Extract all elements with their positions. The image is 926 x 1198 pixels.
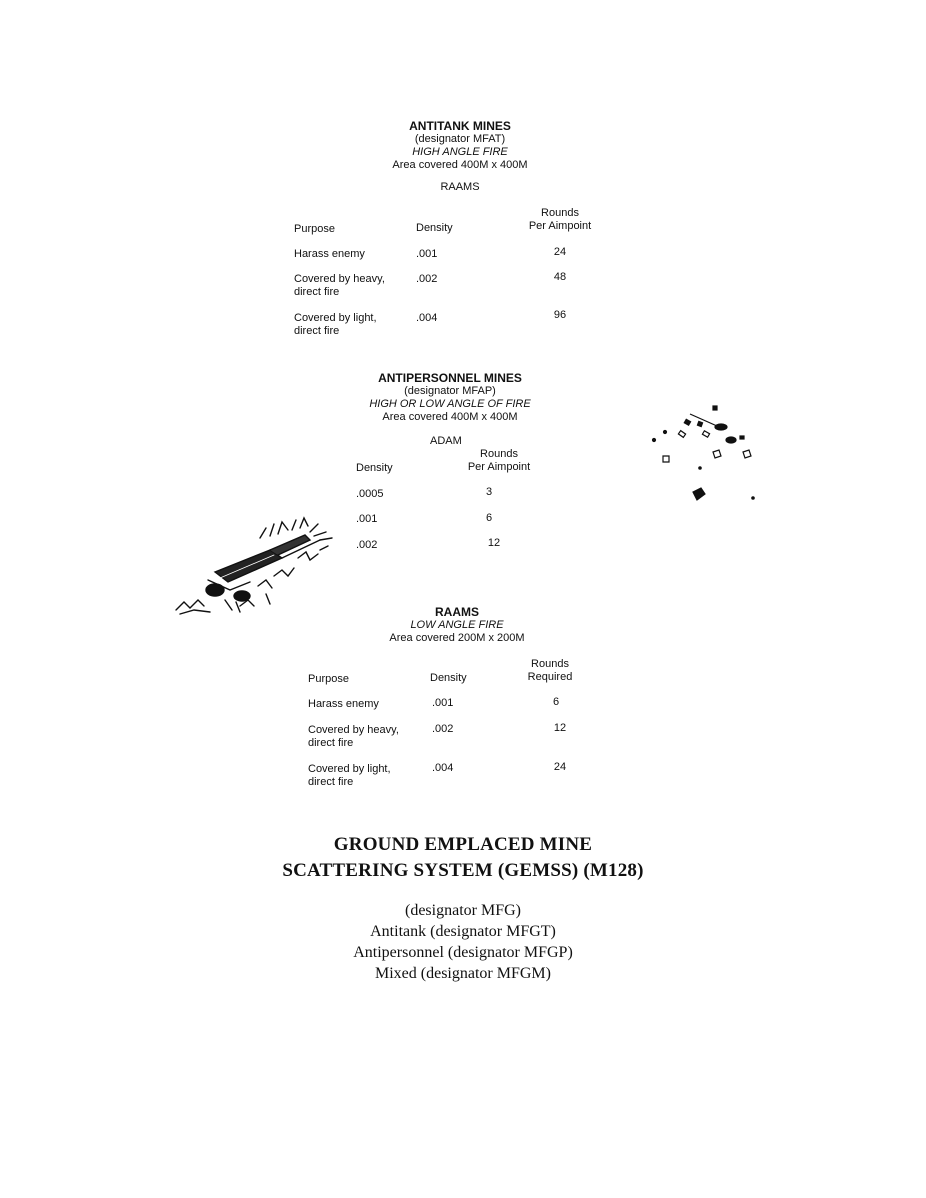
designator: (designator MFAT): [414, 133, 506, 145]
fire-type: HIGH OR LOW ANGLE OF FIRE: [369, 398, 531, 410]
gemss-title-line1: GROUND EMPLACED MINE: [333, 834, 593, 855]
designator: (designator MFAP): [404, 385, 496, 397]
scattered-mines-illustration: [645, 400, 765, 510]
section-title: ANTITANK MINES: [409, 119, 511, 133]
section-title: ANTIPERSONNEL MINES: [378, 371, 522, 385]
header-density: Density: [430, 672, 467, 684]
header-density: Density: [416, 222, 453, 234]
density-value: .001: [356, 513, 378, 525]
gemss-line: Antipersonnel (designator MFGP): [353, 944, 573, 961]
gemss-line: Mixed (designator MFGM): [375, 965, 551, 982]
antitank-header: [330, 120, 590, 194]
density-value: .002: [432, 723, 454, 735]
rounds-value: 24: [553, 246, 567, 258]
header-purpose: Purpose: [308, 673, 349, 685]
rounds-value: 96: [553, 309, 567, 321]
antipersonnel-header: [320, 372, 580, 424]
table-row: Harass enemy: [308, 698, 379, 710]
header-rounds: Rounds Per Aimpoint: [528, 207, 592, 232]
header-density: Density: [356, 462, 393, 474]
system-name: RAAMS: [440, 181, 480, 193]
density-value: .002: [356, 539, 378, 551]
rounds-value: 6: [485, 512, 493, 524]
table-row: Covered by heavy, direct fire: [294, 273, 385, 298]
density-value: .001: [432, 697, 454, 709]
rounds-value: 48: [553, 271, 567, 283]
table-row: Covered by heavy, direct fire: [308, 724, 399, 749]
rounds-value: 24: [553, 761, 567, 773]
density-value: .004: [416, 312, 438, 324]
rounds-value: 12: [487, 537, 501, 549]
gemss-line: (designator MFG): [405, 902, 521, 919]
density-value: .0005: [356, 488, 384, 500]
table-row: Covered by light, direct fire: [308, 763, 391, 788]
gemss-section: [213, 832, 713, 984]
gemss-title-line2: SCATTERING SYSTEM (GEMSS) (M128): [282, 860, 644, 881]
fire-type: LOW ANGLE FIRE: [410, 619, 504, 631]
density-value: .002: [416, 273, 438, 285]
rounds-value: 12: [553, 722, 567, 734]
rounds-value: 6: [552, 696, 560, 708]
header-rounds: Rounds Required: [527, 658, 573, 683]
raams-low-header: [327, 606, 587, 645]
area-covered: Area covered 200M x 200M: [389, 632, 525, 644]
system-name: ADAM: [430, 435, 462, 447]
system-name: RAAMS: [435, 605, 479, 619]
area-covered: Area covered 400M x 400M: [382, 411, 518, 423]
header-purpose: Purpose: [294, 223, 335, 235]
area-covered: Area covered 400M x 400M: [392, 159, 528, 171]
density-value: .001: [416, 248, 438, 260]
rounds-value: 3: [485, 486, 493, 498]
table-row: Covered by light, direct fire: [294, 312, 377, 337]
fire-type: HIGH ANGLE FIRE: [412, 146, 508, 158]
density-value: .004: [432, 762, 454, 774]
gemss-line: Antitank (designator MFGT): [370, 923, 556, 940]
mine-emplacement-illustration: [170, 510, 340, 620]
header-rounds: Rounds Per Aimpoint: [467, 448, 531, 473]
table-row: Harass enemy: [294, 248, 365, 260]
